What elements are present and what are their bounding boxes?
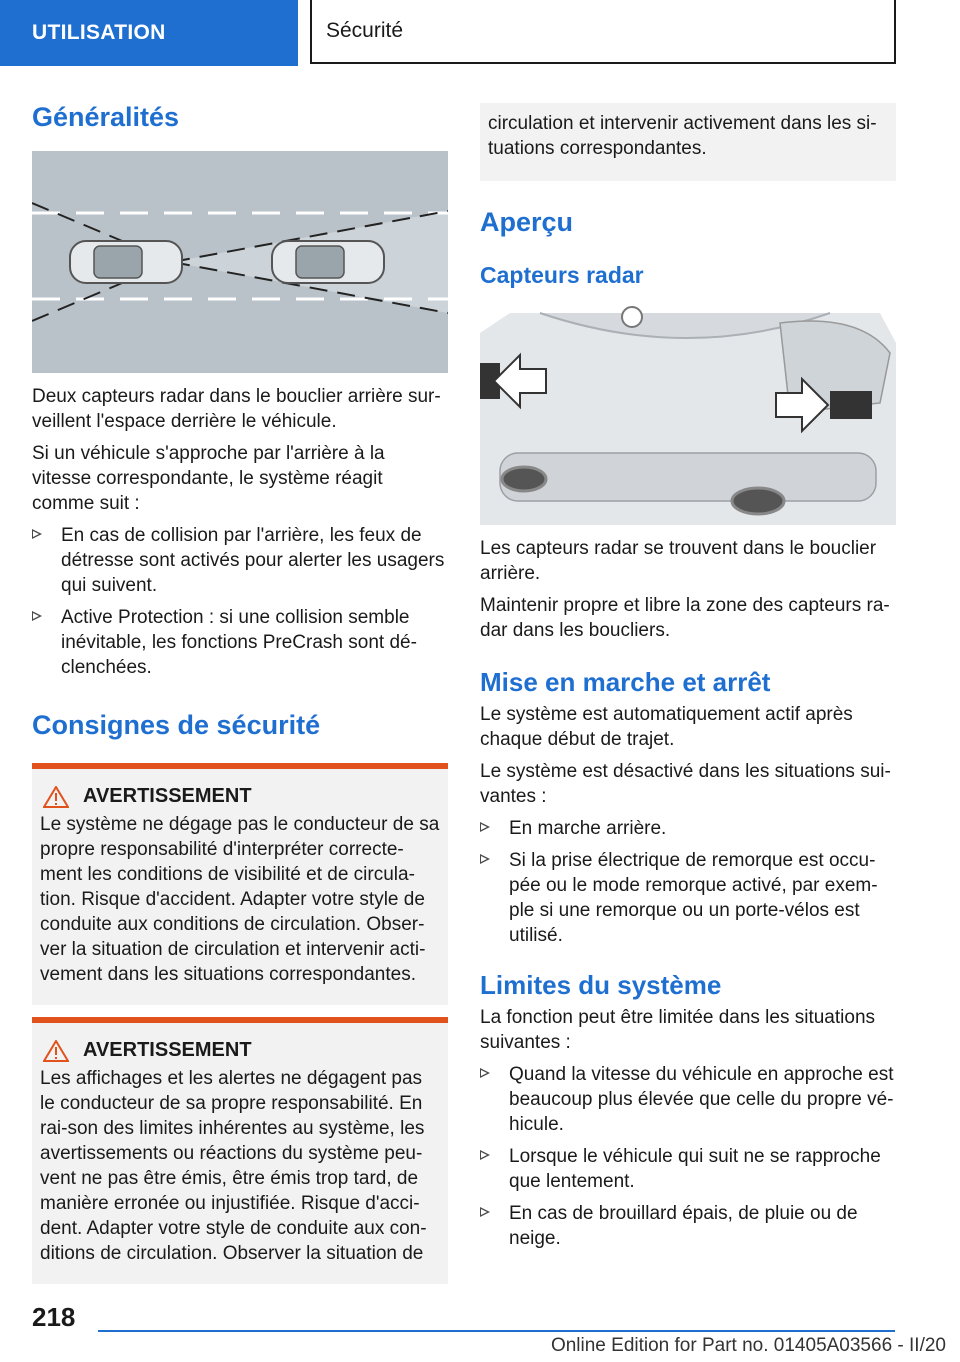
warning-text: Les affichages et les alertes ne dégagent pas le conducteur de sa propre responsabilité. En rai-son des limites inhérentes au système, les avertissements ou réactions du système peu-vent ne pas être émis, être émis trop tard, de manière erronée ou injustifiée. Risque d'acci-dent. Adapter votre style de conduite aux con-ditions de circulation. Observer la situation de <box>40 1068 427 1264</box>
list-item-text: Quand la vitesse du véhicule en approche est beaucoup plus élevée que celle du propre vé-hicule. <box>509 1064 894 1135</box>
list-item <box>480 1062 896 1137</box>
heading-limits: Limites du système <box>480 970 722 1000</box>
heading-overview: Aperçu <box>480 207 574 237</box>
rear-bumper-illustration <box>480 303 896 525</box>
footer-divider <box>98 1330 895 1332</box>
list-item-text: Si la prise électrique de remorque est occu-pée ou le mode remorque activé, par exem-ple si une remorque ou un porte-vélos est utilisé. <box>509 850 878 946</box>
list-item-text: Active Protection : si une collision semble inévitable, les fonctions PreCrash sont dé-clenchées. <box>61 607 417 678</box>
right-column <box>480 96 896 1251</box>
bullet-icon <box>480 854 490 864</box>
radar-paragraph-2: Maintenir propre et libre la zone des capteurs ra-dar dans les boucliers. <box>480 595 890 641</box>
warning-triangle-icon <box>43 786 69 808</box>
list-item <box>32 523 448 598</box>
warning-box-2 <box>32 1017 448 1284</box>
onoff-paragraph-2: Le système est désactivé dans les situations sui-vantes : <box>480 761 891 807</box>
list-item-text: En marche arrière. <box>509 818 667 839</box>
heading-safety: Consignes de sécurité <box>32 710 321 740</box>
list-item-text: Lorsque le véhicule qui suit ne se rapproche que lentement. <box>509 1146 881 1192</box>
radar-paragraph-1: Les capteurs radar se trouvent dans le bouclier arrière. <box>480 538 877 584</box>
list-item <box>32 605 448 680</box>
bullet-icon <box>32 529 42 539</box>
bullet-icon <box>480 1150 490 1160</box>
left-column <box>32 96 448 1284</box>
bullet-icon <box>480 1068 490 1078</box>
section-tab: UTILISATION <box>0 0 298 66</box>
list-item <box>480 848 896 948</box>
list-item <box>480 1144 896 1194</box>
intro-paragraph-2: Si un véhicule s'approche par l'arrière à la vitesse correspondante, le système réagit comme suit : <box>32 443 385 514</box>
road-illustration <box>32 151 448 373</box>
warning-title-text: AVERTISSEMENT <box>83 785 252 807</box>
front-car-icon <box>272 241 384 283</box>
warning-continued-text: circulation et intervenir activement dans les si-tuations correspondantes. <box>488 113 877 159</box>
limits-paragraph: La fonction peut être limitée dans les situations suivantes : <box>480 1007 876 1053</box>
bullet-icon <box>32 611 42 621</box>
page-number: 218 <box>32 1302 76 1332</box>
warning-title-text: AVERTISSEMENT <box>83 1039 252 1061</box>
onoff-paragraph-1: Le système est automatiquement actif après chaque début de trajet. <box>480 704 853 750</box>
list-item <box>480 1201 896 1251</box>
list-item <box>480 816 896 841</box>
warning-text: Le système ne dégage pas le conducteur de sa propre responsabilité d'interpréter correcte-ment les conditions de visibilité et de circula-tion. Risque d'accident. Adapter votre style de conduite aux conditions de circulation. Obser-ver la situation de circulation et intervenir acti-vement dans les situations correspondantes. <box>40 814 440 985</box>
warning-title <box>43 785 440 808</box>
heading-onoff: Mise en marche et arrêt <box>480 667 771 697</box>
bullet-icon <box>480 1207 490 1217</box>
subheading-radar: Capteurs radar <box>480 262 644 288</box>
intro-paragraph-1: Deux capteurs radar dans le bouclier arrière sur-veillent l'espace derrière le véhicule. <box>32 386 441 432</box>
heading-general: Généralités <box>32 102 180 132</box>
warning-title <box>43 1039 440 1062</box>
warning-continued-box <box>480 103 896 181</box>
list-item-text: En cas de collision par l'arrière, les feux de détresse sont activés pour alerter les usagers qui suivent. <box>61 525 445 596</box>
warning-box-1 <box>32 763 448 1005</box>
rear-car-icon <box>70 241 182 283</box>
warning-triangle-icon <box>43 1040 69 1062</box>
footer-edition: Online Edition for Part no. 01405A03566 - II/20 <box>550 1335 946 1356</box>
list-item-text: En cas de brouillard épais, de pluie ou de neige. <box>509 1203 858 1249</box>
bullet-icon <box>480 822 490 832</box>
chapter-title: Sécurité <box>310 0 896 64</box>
